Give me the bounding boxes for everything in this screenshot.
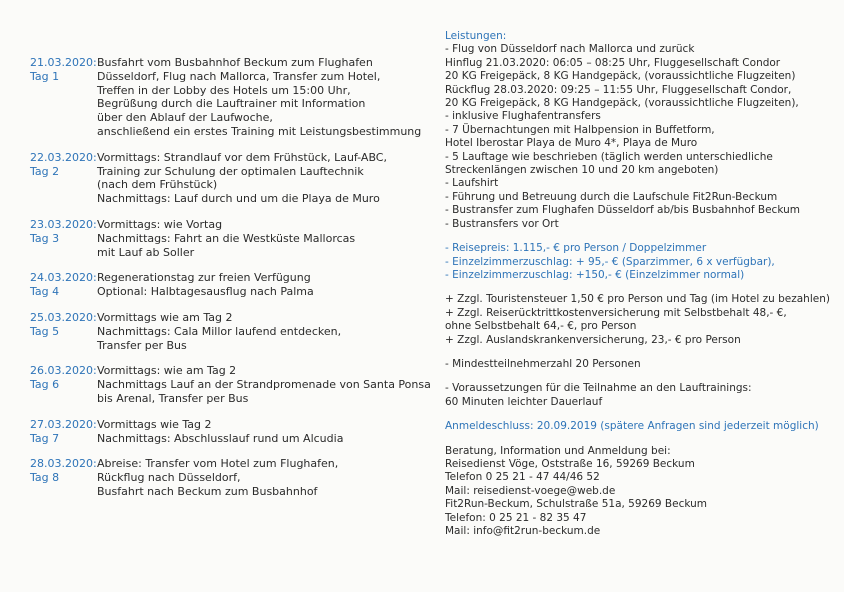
spacer [445,371,840,382]
service-line: Hotel Iberostar Playa de Muro 4*, Playa de Muro [445,137,698,150]
service-line: Rückflug 28.03.2020: 09:25 – 11:55 Uhr, Fluggesellschaft Condor, [445,83,792,96]
spacer [445,231,840,242]
day-label [30,311,97,352]
day-tag: Tag 3 [30,231,60,245]
day-line: Training zur Schulung der optimalen Lauftechnik [97,164,364,178]
day-line: Vormittags wie am Tag 2 [97,310,233,324]
contact-line: Telefon 0 25 21 - 47 44/46 52 [445,471,600,484]
itinerary-column [30,56,430,511]
service-line: - Bustransfer zum Flughafen Düsseldorf ab/bis Busbahnhof Beckum [445,204,800,217]
day-line: anschließend ein erstes Training mit Leistungsbestimmung [97,124,422,138]
registration-deadline: Anmeldeschluss: 20.09.2019 (spätere Anfragen sind jederzeit möglich) [445,420,819,433]
services-heading: Leistungen: [445,30,507,42]
service-line: - Laufshirt [445,177,499,190]
day-date: 28.03.2020: [30,457,97,471]
contact-email: Mail: reisedienst-voege@web.de [445,484,616,497]
service-line: - 5 Lauftage wie beschrieben (täglich werden unterschiedliche [445,150,773,163]
price-block [445,242,840,282]
surcharge-line: + Zzgl. Touristensteuer 1,50 € pro Person und Tag (im Hotel zu bezahlen) [445,293,830,306]
day-date: 24.03.2020: [30,271,97,285]
day-line: Busfahrt vom Busbahnhof Beckum zum Flughafen [97,56,373,69]
itinerary-day [30,271,430,299]
day-description [97,56,430,139]
contact-line: Reisedienst Vöge, Oststraße 16, 59269 Beckum [445,457,695,470]
contact-line: Beratung, Information und Anmeldung bei: [445,444,671,457]
day-line: Vormittags wie Tag 2 [97,417,212,431]
service-line: - 7 Übernachtungen mit Halbpension in Buffetform, [445,123,715,136]
day-tag: Tag 2 [30,164,60,178]
itinerary-day [30,56,430,139]
day-line: über den Ablauf der Laufwoche, [97,111,273,125]
day-line: Vormittags: Strandlauf vor dem Frühstück, Lauf-ABC, [97,150,387,164]
day-description [97,151,430,206]
spacer [445,282,840,293]
day-label [30,56,97,139]
day-label [30,151,97,206]
day-line: mit Lauf ab Soller [97,245,195,259]
day-label [30,457,97,498]
day-line: Begrüßung durch die Lauftrainer mit Information [97,97,366,111]
service-line: - Bustransfers vor Ort [445,217,559,230]
spacer [445,347,840,358]
contact-line: Fit2Run-Beckum, Schulstraße 51a, 59269 Beckum [445,498,707,511]
requirement-line: - Voraussetzungen für die Teilnahme an den Lauftrainings: [445,382,752,395]
day-line: Vormittags: wie am Tag 2 [97,364,237,378]
contact-block [445,445,840,539]
day-label [30,218,97,259]
price-line: - Einzelzimmerzuschlag: +150,- € (Einzelzimmer normal) [445,268,745,281]
day-date: 22.03.2020: [30,150,97,164]
min-participants: - Mindestteilnehmerzahl 20 Personen [445,357,641,370]
requirement-line: 60 Minuten leichter Dauerlauf [445,395,603,408]
day-line: Düsseldorf, Flug nach Mallorca, Transfer zum Hotel, [97,69,381,83]
day-label [30,418,97,446]
day-line: (nach dem Frühstück) [97,178,218,192]
day-date: 27.03.2020: [30,417,97,431]
surcharge-line: + Zzgl. Auslandskrankenversicherung, 23,- € pro Person [445,333,741,346]
day-date: 21.03.2020: [30,56,97,69]
day-tag: Tag 1 [30,69,60,83]
day-label [30,364,97,405]
day-line: bis Arenal, Transfer per Bus [97,391,249,405]
price-line: - Einzelzimmerzuschlag: + 95,- € (Sparzimmer, 6 x verfügbar), [445,255,775,268]
contact-email: Mail: info@fit2run-beckum.de [445,525,601,537]
surcharge-block [445,293,840,347]
itinerary-day [30,418,430,446]
day-date: 23.03.2020: [30,217,97,231]
day-date: 25.03.2020: [30,310,97,324]
service-line: Streckenlängen zwischen 10 und 20 km angeboten) [445,164,719,177]
services-column [445,30,840,538]
day-description [97,218,430,259]
day-tag: Tag 5 [30,324,60,338]
requirements-block [445,382,840,409]
day-line: Nachmittags: Lauf durch und um die Playa de Muro [97,192,380,206]
itinerary-day [30,311,430,352]
itinerary-day [30,364,430,405]
day-line: Transfer per Bus [97,338,187,352]
service-line: 20 KG Freigepäck, 8 KG Handgepäck, (voraussichtliche Flugzeiten) [445,70,796,83]
day-description [97,364,431,405]
day-line: Nachmittags: Fahrt an die Westküste Mallorcas [97,231,356,245]
day-description [97,311,430,352]
itinerary-day [30,457,430,498]
surcharge-line: ohne Selbstbehalt 64,- €, pro Person [445,320,637,333]
day-line: Regenerationstag zur freien Verfügung [97,271,311,285]
day-line: Optional: Halbtagesausflug nach Palma [97,285,314,299]
day-tag: Tag 4 [30,285,60,299]
surcharge-line: + Zzgl. Reiserücktrittkostenversicherung mit Selbstbehalt 48,- €, [445,306,787,319]
day-line: Nachmittags: Abschlusslauf rund um Alcudia [97,431,344,445]
service-line: - Führung und Betreuung durch die Laufschule Fit2Run-Beckum [445,190,778,203]
day-tag: Tag 6 [30,378,60,392]
day-description [97,457,430,498]
service-line: - inklusive Flughafentransfers [445,110,601,123]
day-line: Busfahrt nach Beckum zum Busbahnhof [97,484,318,498]
day-tag: Tag 8 [30,471,60,485]
spacer [445,409,840,420]
day-description [97,418,430,446]
service-line: Hinflug 21.03.2020: 06:05 – 08:25 Uhr, Fluggesellschaft Condor [445,56,781,69]
itinerary-day [30,218,430,259]
day-line: Treffen in der Lobby des Hotels um 15:00 Uhr, [97,83,351,97]
day-line: Abreise: Transfer vom Hotel zum Flughafen, [97,457,339,471]
day-description [97,271,430,299]
day-tag: Tag 7 [30,431,60,445]
service-line: - Flug von Düsseldorf nach Mallorca und zurück [445,43,695,56]
itinerary-day [30,151,430,206]
day-line: Vormittags: wie Vortag [97,217,223,231]
spacer [445,434,840,445]
contact-line: Telefon: 0 25 21 - 82 35 47 [445,511,587,524]
price-line: - Reisepreis: 1.115,- € pro Person / Doppelzimmer [445,242,707,255]
day-date: 26.03.2020: [30,364,97,378]
service-line: 20 KG Freigepäck, 8 KG Handgepäck, (voraussichtliche Flugzeiten), [445,97,799,110]
day-label [30,271,97,299]
day-line: Nachmittags Lauf an der Strandpromenade von Santa Ponsa [97,378,431,392]
day-line: Rückflug nach Düsseldorf, [97,471,241,485]
day-line: Nachmittags: Cala Millor laufend entdecken, [97,324,342,338]
